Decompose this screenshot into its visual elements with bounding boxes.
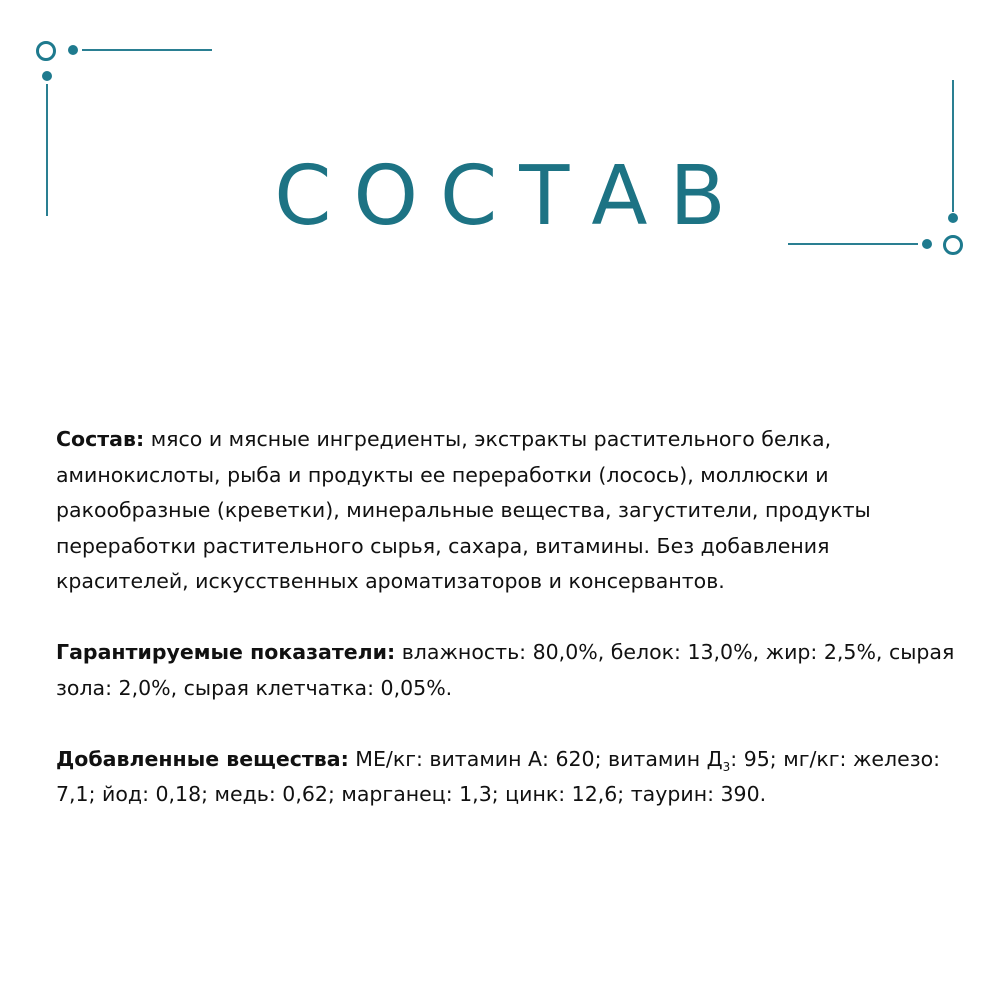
composition-content bbox=[56, 422, 956, 848]
page-title: СОСТАВ bbox=[274, 148, 748, 244]
guaranteed-label: Гарантируемые показатели: bbox=[56, 640, 396, 664]
composition-label: Состав: bbox=[56, 427, 145, 451]
additives-text-before: МЕ/кг: витамин А: 620; витамин Д bbox=[348, 746, 723, 771]
ornament-line bbox=[82, 49, 212, 51]
vitamin-d-subscript: 3 bbox=[722, 759, 731, 774]
composition-text: мясо и мясные ингредиенты, экстракты растительного белка, аминокислоты, рыба и продукты ее переработки (лосось), моллюски и ракообразные (креветки), минеральные вещества, загустители, продукты переработки растительного сырья, сахара, витамины. Без добавления красителей, искусственных ароматизаторов и консервантов. bbox=[56, 427, 871, 593]
ornament-dot-icon bbox=[68, 45, 78, 55]
additives-text-after: : 95; мг/кг: железо: 7,1; йод: 0,18; медь: 0,62; марганец: 1,3; цинк: 12,6; таурин: 390. bbox=[56, 746, 941, 806]
additives-paragraph bbox=[56, 742, 956, 813]
ornament-ring-icon bbox=[36, 41, 56, 61]
guaranteed-paragraph bbox=[56, 635, 956, 706]
guaranteed-text: влажность: 80,0%, белок: 13,0%, жир: 2,5%, сырая зола: 2,0%, сырая клетчатка: 0,05%. bbox=[56, 640, 955, 700]
composition-paragraph bbox=[56, 422, 956, 600]
additives-label: Добавленные вещества: bbox=[56, 746, 349, 771]
ornament-dot-icon bbox=[42, 71, 52, 81]
